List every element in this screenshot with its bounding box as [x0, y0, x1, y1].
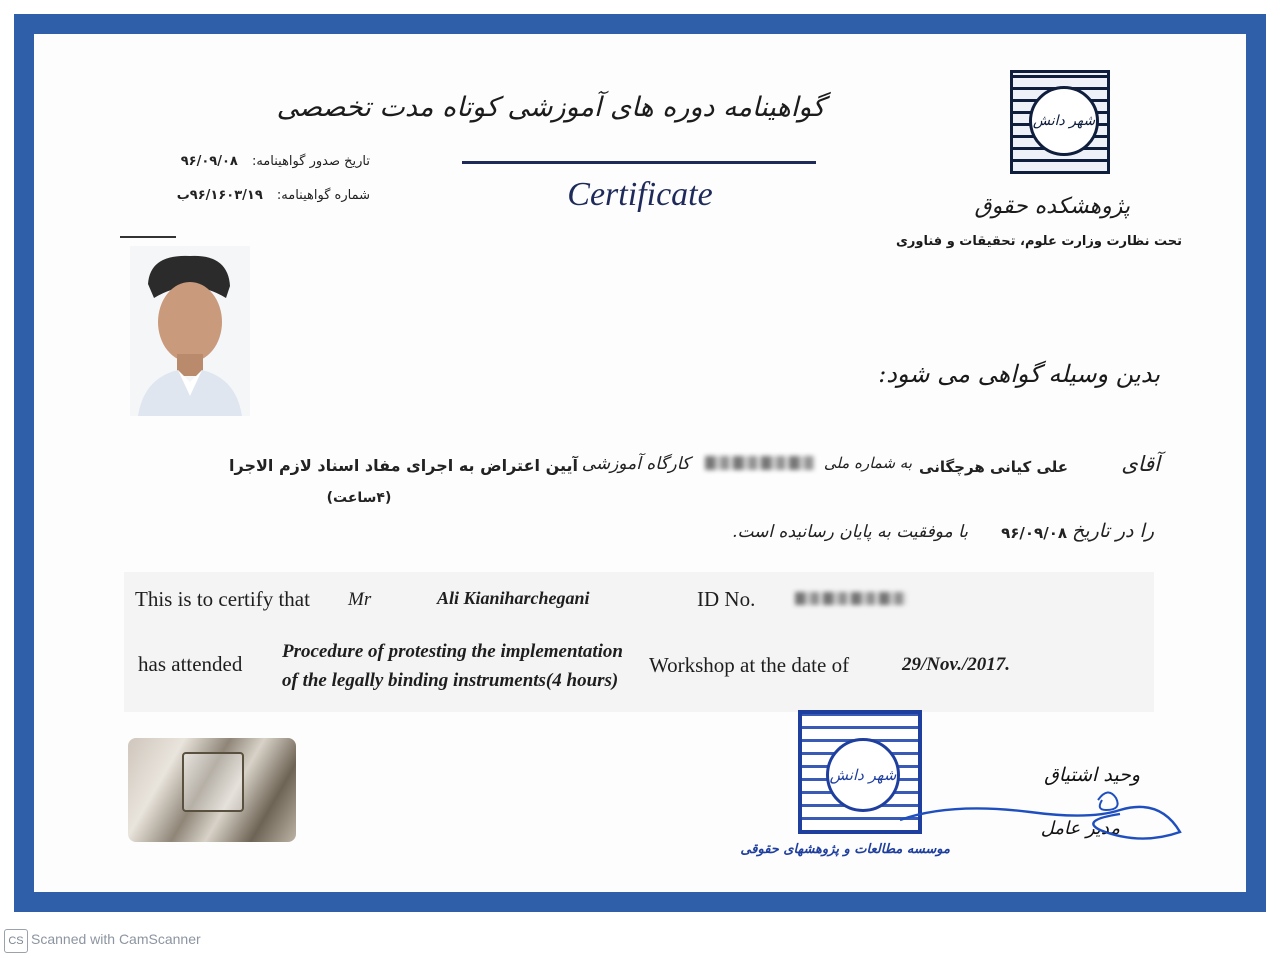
mr-fa: آقای [1121, 452, 1160, 476]
signatory-name: وحید اشتیاق [1044, 764, 1140, 786]
mr-en: Mr [348, 589, 372, 610]
course-en-line1: Procedure of protesting the implementation [282, 641, 623, 662]
date-prefix-fa: را در تاریخ [1072, 520, 1154, 542]
date-en: 29/Nov./2017. [902, 654, 1011, 675]
issue-date-row [150, 154, 370, 169]
intro-text: بدین وسیله گواهی می شود: [878, 360, 1160, 388]
certificate-number-value: ۹۶/۱۶۰۳/۱۹ب [176, 188, 263, 203]
national-id-label: به شماره ملی [823, 454, 912, 472]
workshop-label-fa: کارگاه آموزشی [581, 454, 690, 474]
issue-date-label: تاریخ صدور گواهینامه: [251, 154, 370, 169]
issuer-supervision: تحت نظارت وزارت علوم، تحقیقات و فناوری [896, 234, 1182, 249]
national-id-redacted [705, 456, 815, 470]
certify-text: This is to certify that [135, 587, 310, 611]
issue-date-value: ۹۶/۰۹/۰۸ [180, 154, 238, 169]
signature-stroke [880, 780, 1200, 860]
course-fa: آیین اعتراض به اجرای مفاد اسناد لازم الاجرا [229, 456, 578, 475]
course-en-line2: of the legally binding instruments(4 hours) [282, 670, 619, 691]
certificate-number-row [150, 188, 370, 203]
title-underline [462, 161, 816, 164]
hologram-sticker [128, 738, 296, 842]
attended-text: has attended [138, 652, 243, 676]
issuer-logo-text: شهر دانش [1032, 113, 1096, 129]
title-en: Certificate [567, 176, 713, 213]
name-fa: علی کیانی هرچگانی [919, 458, 1068, 476]
id-label-en: ID No. [697, 587, 756, 611]
name-en: Ali Kianiharchegani [437, 588, 590, 608]
issuer-name: پژوهشکده حقوق [974, 194, 1130, 219]
title-fa: گواهینامه دوره های آموزشی کوتاه مدت تخصصی [276, 92, 825, 123]
signatory-role: مدیر عامل [1040, 818, 1120, 839]
issuer-logo [1010, 70, 1110, 174]
id-redacted-en [795, 592, 907, 605]
seal-caption: موسسه مطالعات و پژوهشهای حقوقی [740, 842, 950, 857]
date-fa: ۹۶/۰۹/۰۸ [1001, 524, 1067, 542]
certificate-number-label: شماره گواهینامه: [276, 188, 370, 203]
camscanner-watermark: Scanned with CamScanner [31, 931, 201, 947]
workshop-date-label: Workshop at the date of [649, 653, 850, 677]
completion-fa: با موفقیت به پایان رسانیده است. [732, 522, 968, 542]
portrait-photo [130, 246, 250, 416]
seal-logo-text: شهر دانش [829, 766, 897, 784]
camscanner-icon: CS [4, 929, 28, 953]
course-hours-fa: (۴ساعت) [326, 490, 392, 506]
photo-mark [120, 236, 176, 238]
